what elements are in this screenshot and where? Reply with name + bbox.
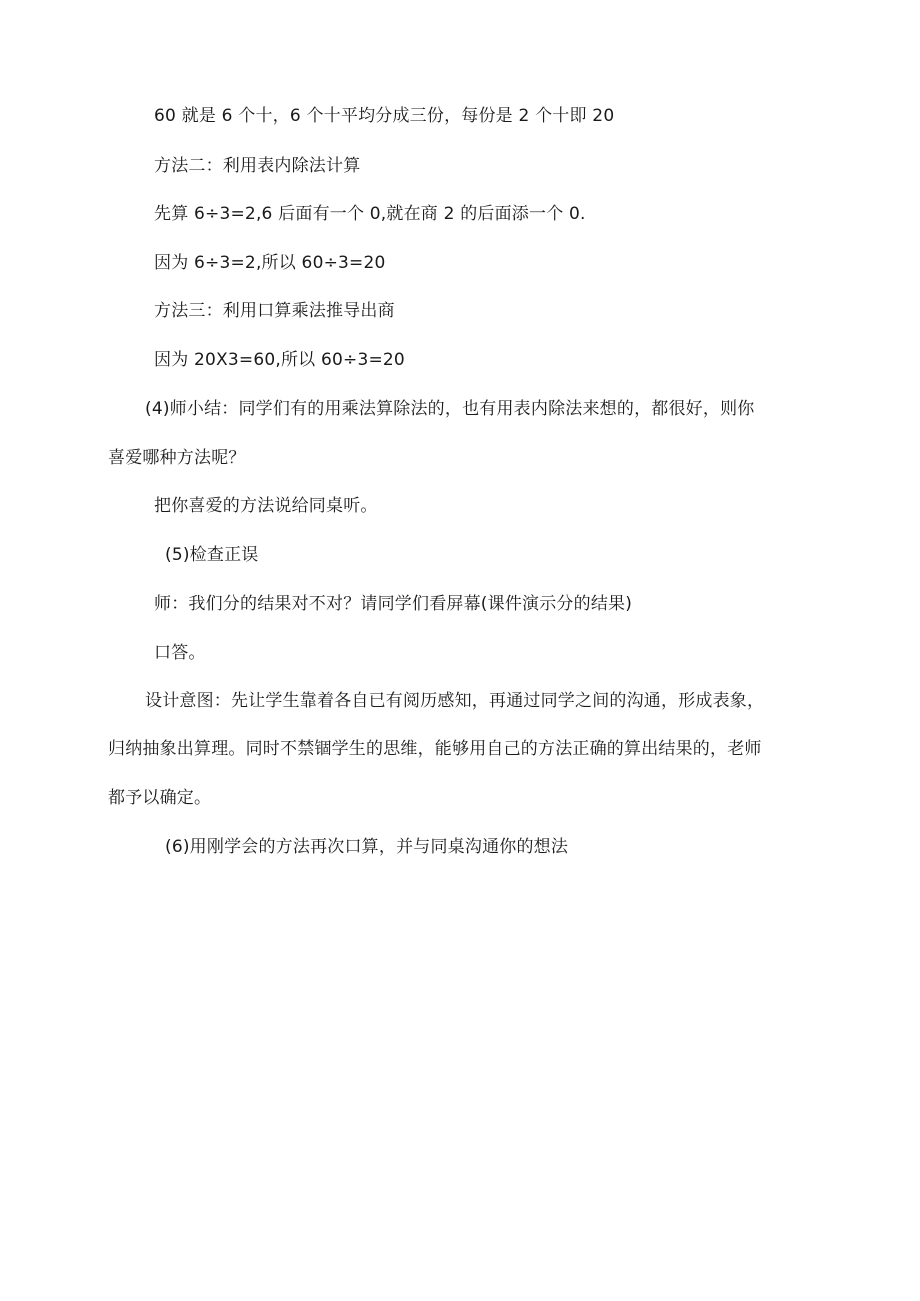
text-line-5: 方法三：利用口算乘法推导出商 [154,301,395,321]
text-line-14: 归纳抽象出算理。同时不禁锢学生的思维，能够用自己的方法正确的算出结果的，老师 [108,739,762,759]
text-line-4: 因为 6÷3=2,所以 60÷3=20 [154,253,386,273]
text-line-10: (5)检查正误 [165,545,259,565]
text-line-16: (6)用刚学会的方法再次口算，并与同桌沟通你的想法 [165,837,569,857]
text-line-2: 方法二：利用表内除法计算 [154,156,361,176]
text-line-9: 把你喜爱的方法说给同桌听。 [154,496,378,516]
text-line-12: 口答。 [154,643,206,663]
text-line-7: (4)师小结：同学们有的用乘法算除法的，也有用表内除法来想的，都很好，则你 [145,399,755,419]
text-line-3: 先算 6÷3=2,6 后面有一个 0,就在商 2 的后面添一个 0. [154,204,586,224]
text-line-15: 都予以确定。 [108,788,212,808]
text-line-1: 60 就是 6 个十，6 个十平均分成三份，每份是 2 个十即 20 [154,106,615,126]
text-line-8: 喜爱哪种方法呢？ [108,448,246,468]
text-line-6: 因为 20X3=60,所以 60÷3=20 [154,350,405,370]
text-line-13: 设计意图：先让学生靠着各自已有阅历感知，再通过同学之间的沟通，形成表象， [145,691,765,711]
text-line-11: 师：我们分的结果对不对？请同学们看屏幕(课件演示分的结果) [154,594,633,614]
